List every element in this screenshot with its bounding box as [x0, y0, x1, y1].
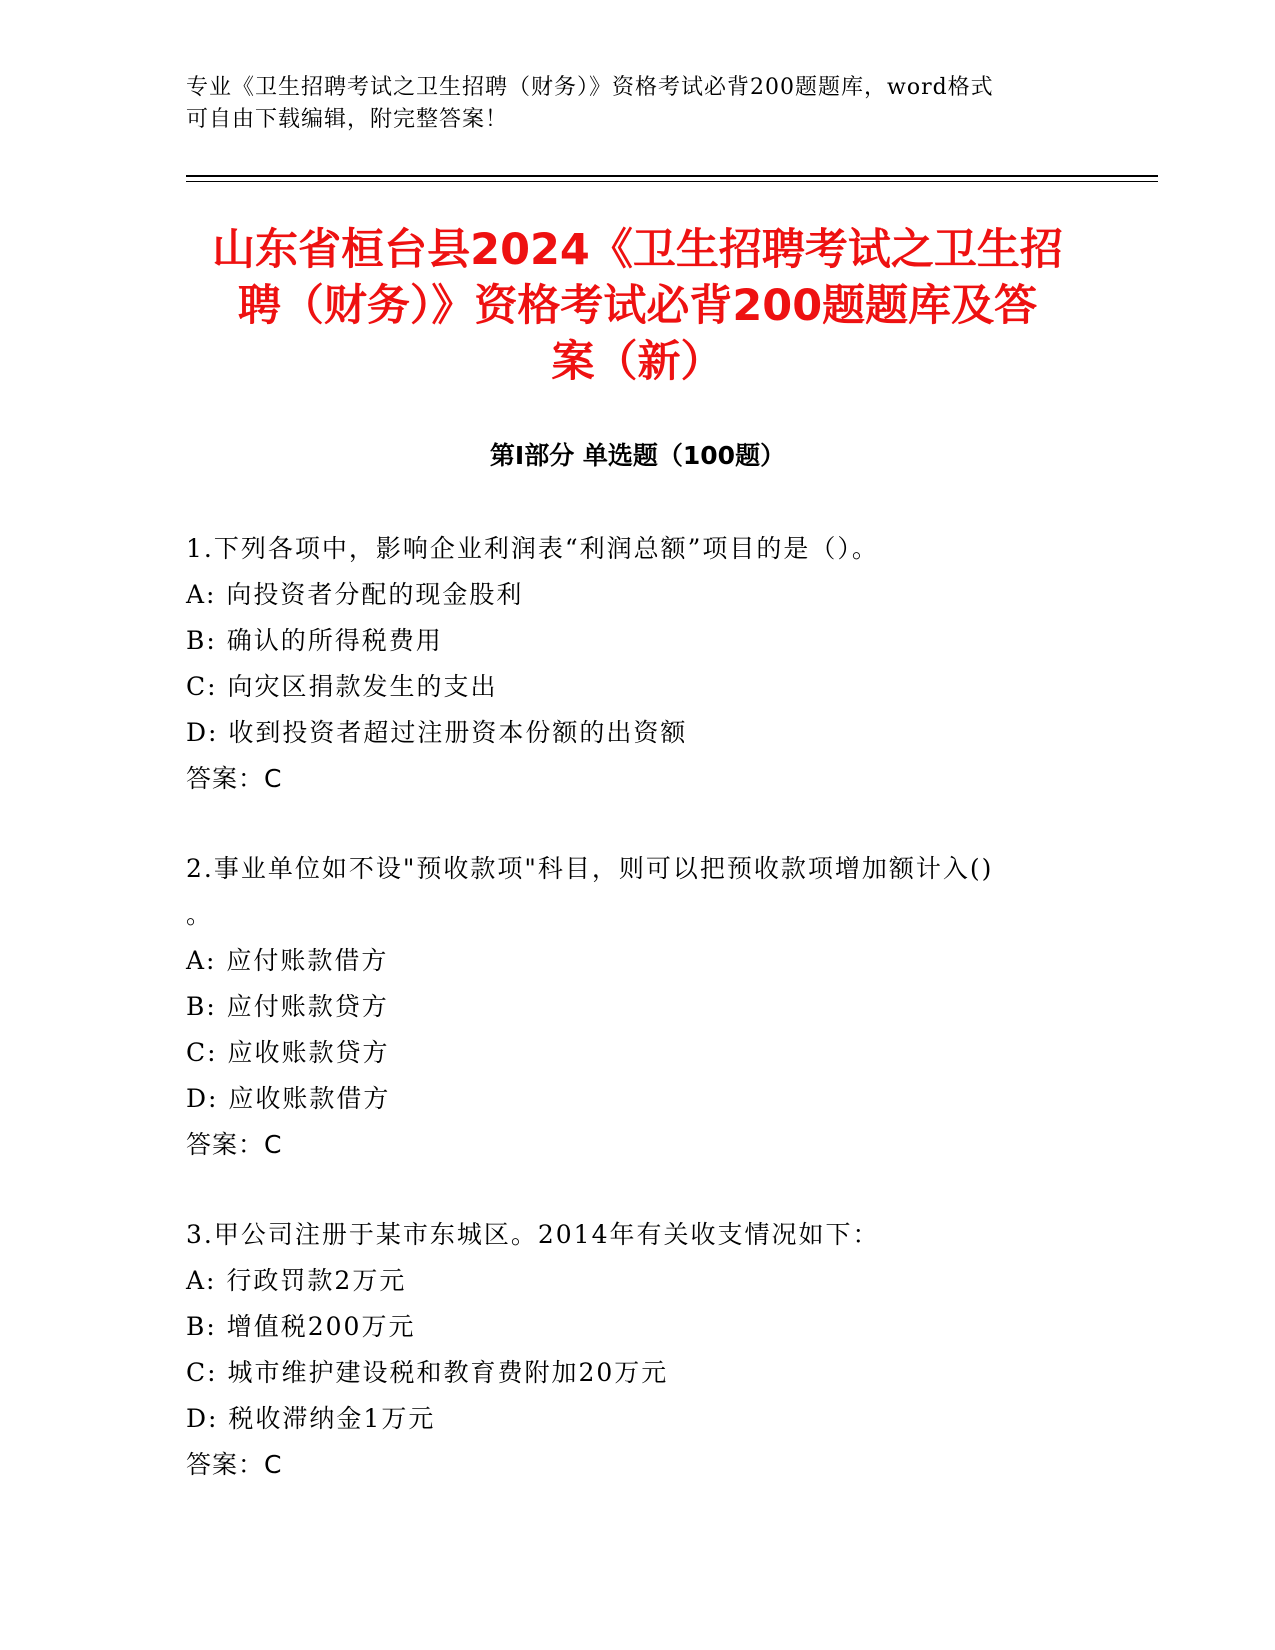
intro-text — [186, 72, 1086, 136]
option-d: D: 税收滞纳金1万元 — [186, 1404, 436, 1433]
header-divider-thick — [186, 175, 1158, 177]
question-stem-continuation: 。 — [186, 900, 214, 929]
document-title — [180, 222, 1095, 390]
intro-line-2: 可自由下载编辑，附完整答案！ — [186, 107, 509, 132]
question-stem: 2.事业单位如不设"预收款项"科目，则可以把预收款项增加额计入() — [186, 854, 994, 883]
answer-line: 答案：C — [186, 764, 283, 793]
option-d: D: 应收账款借方 — [186, 1084, 391, 1113]
title-line-3: 案（新） — [551, 337, 724, 387]
title-line-2: 聘（财务）》资格考试必背200题题库及答 — [237, 281, 1038, 331]
question-stem: 3.甲公司注册于某市东城区。2014年有关收支情况如下： — [186, 1220, 880, 1249]
option-c: C: 城市维护建设税和教育费附加20万元 — [186, 1358, 669, 1387]
option-b: B: 应付账款贷方 — [186, 992, 389, 1021]
option-a: A: 行政罚款2万元 — [186, 1266, 407, 1295]
question-stem: 1.下列各项中，影响企业利润表“利润总额”项目的是（）。 — [186, 534, 879, 563]
question-2 — [186, 846, 1086, 1168]
section-heading: 第Ⅰ部分 单选题（100题） — [489, 441, 786, 470]
option-b: B: 确认的所得税费用 — [186, 626, 443, 655]
header-divider-thin — [186, 181, 1158, 182]
answer-line: 答案：C — [186, 1450, 283, 1479]
option-a: A: 应付账款借方 — [186, 946, 389, 975]
option-c: C: 向灾区捐款发生的支出 — [186, 672, 498, 701]
option-a: A: 向投资者分配的现金股利 — [186, 580, 524, 609]
option-d: D: 收到投资者超过注册资本份额的出资额 — [186, 718, 688, 747]
intro-line-1: 专业《卫生招聘考试之卫生招聘（财务）》资格考试必背200题题库，word格式 — [186, 75, 994, 100]
option-c: C: 应收账款贷方 — [186, 1038, 390, 1067]
answer-line: 答案：C — [186, 1130, 283, 1159]
option-b: B: 增值税200万元 — [186, 1312, 416, 1341]
title-line-1: 山东省桓台县2024《卫生招聘考试之卫生招 — [212, 225, 1063, 275]
question-list — [186, 526, 1086, 1532]
question-1 — [186, 526, 1086, 802]
question-3 — [186, 1212, 1086, 1488]
